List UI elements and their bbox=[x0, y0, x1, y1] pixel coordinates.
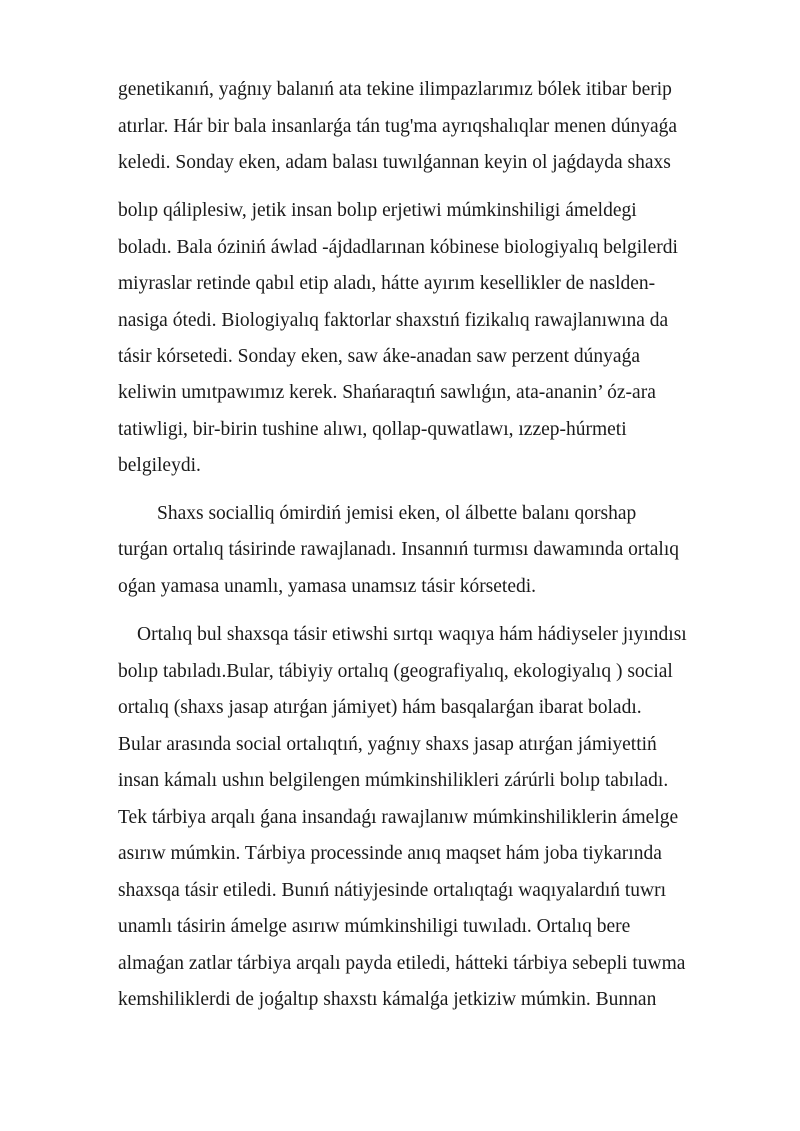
text-line: oǵan yamasa unamlı, yamasa unamsız tásir kórsetedi. bbox=[118, 576, 537, 597]
text-line: Tek tárbiya arqalı ǵana insandaǵı rawajlanıw múmkinshiliklerin ámelge bbox=[118, 807, 679, 828]
text-line: boladı. Bala óziniń áwlad -ájdadlarınan kóbinese biologiyalıq belgilerdi bbox=[118, 237, 678, 258]
text-line: kemshiliklerdi de joǵaltıp shaxstı kámalǵa jetkiziw múmkin. Bunnan bbox=[118, 989, 657, 1010]
text-line: almaǵan zatlar tárbiya arqalı payda etiledi, hátteki tárbiya sebepli tuwma bbox=[118, 953, 686, 974]
text-line: bolıp qáliplesiw, jetik insan bolıp erjetiwi múmkinshiligi ámeldegi bbox=[118, 200, 637, 221]
text-line: turǵan ortalıq tásirinde rawajlanadı. Insannıń turmısı dawamında ortalıq bbox=[118, 539, 680, 560]
text-line: Shaxs socialliq ómirdiń jemisi eken, ol álbette balanı qorshap bbox=[157, 503, 637, 524]
text-line: asırıw múmkin. Tárbiya processinde anıq maqset hám joba tiykarında bbox=[118, 843, 662, 864]
text-line: bolıp tabıladı.Bular, tábiyiy ortalıq (geografiyalıq, ekologiyalıq ) social bbox=[118, 661, 673, 682]
text-line: belgileydi. bbox=[118, 455, 201, 476]
text-line: atırlar. Hár bir bala insanlarǵa tán tug'ma ayrıqshalıqlar menen dúnyaǵa bbox=[118, 116, 678, 137]
text-line: Ortalıq bul shaxsqa tásir etiwshi sırtqı waqıya hám hádiyseler jıyındısı bbox=[137, 624, 687, 645]
text-line: keledi. Sonday eken, adam balası tuwılǵannan keyin ol jaǵdayda shaxs bbox=[118, 152, 671, 173]
text-line: ortalıq (shaxs jasap atırǵan jámiyet) hám basqalarǵan ibarat boladı. bbox=[118, 697, 642, 718]
text-line: tatiwligi, bir-birin tushine alıwı, qollap-quwatlawı, ızzep-húrmeti bbox=[118, 419, 627, 440]
text-line: keliwin umıtpawımız kerek. Shańaraqtıń sawlıǵın, ata-ananin’ óz-ara bbox=[118, 382, 656, 403]
text-line: Bular arasında social ortalıqtıń, yaǵnıy shaxs jasap atırǵan jámiyettiń bbox=[118, 734, 657, 755]
text-line: nasiga ótedi. Biologiyalıq faktorlar shaxstıń fizikalıq rawajlanıwına da bbox=[118, 310, 669, 331]
text-line: miyraslar retinde qabıl etip aladı, hátte ayırım kesellikler de naslden- bbox=[118, 273, 656, 294]
text-line: unamlı tásirin ámelge asırıw múmkinshiligi tuwıladı. Ortalıq bere bbox=[118, 916, 631, 937]
text-line: tásir kórsetedi. Sonday eken, saw áke-anadan saw perzent dúnyaǵa bbox=[118, 346, 640, 367]
text-line: genetikanıń, yaǵnıy balanıń ata tekine ilimpazlarımız bólek itibar berip bbox=[118, 79, 672, 100]
text-line: shaxsqa tásir etiledi. Bunıń nátiyjesinde ortalıqtaǵı waqıyalardıń tuwrı bbox=[118, 880, 667, 901]
text-line: insan kámalı ushın belgilengen múmkinshilikleri zárúrli bolıp tabıladı. bbox=[118, 770, 669, 791]
